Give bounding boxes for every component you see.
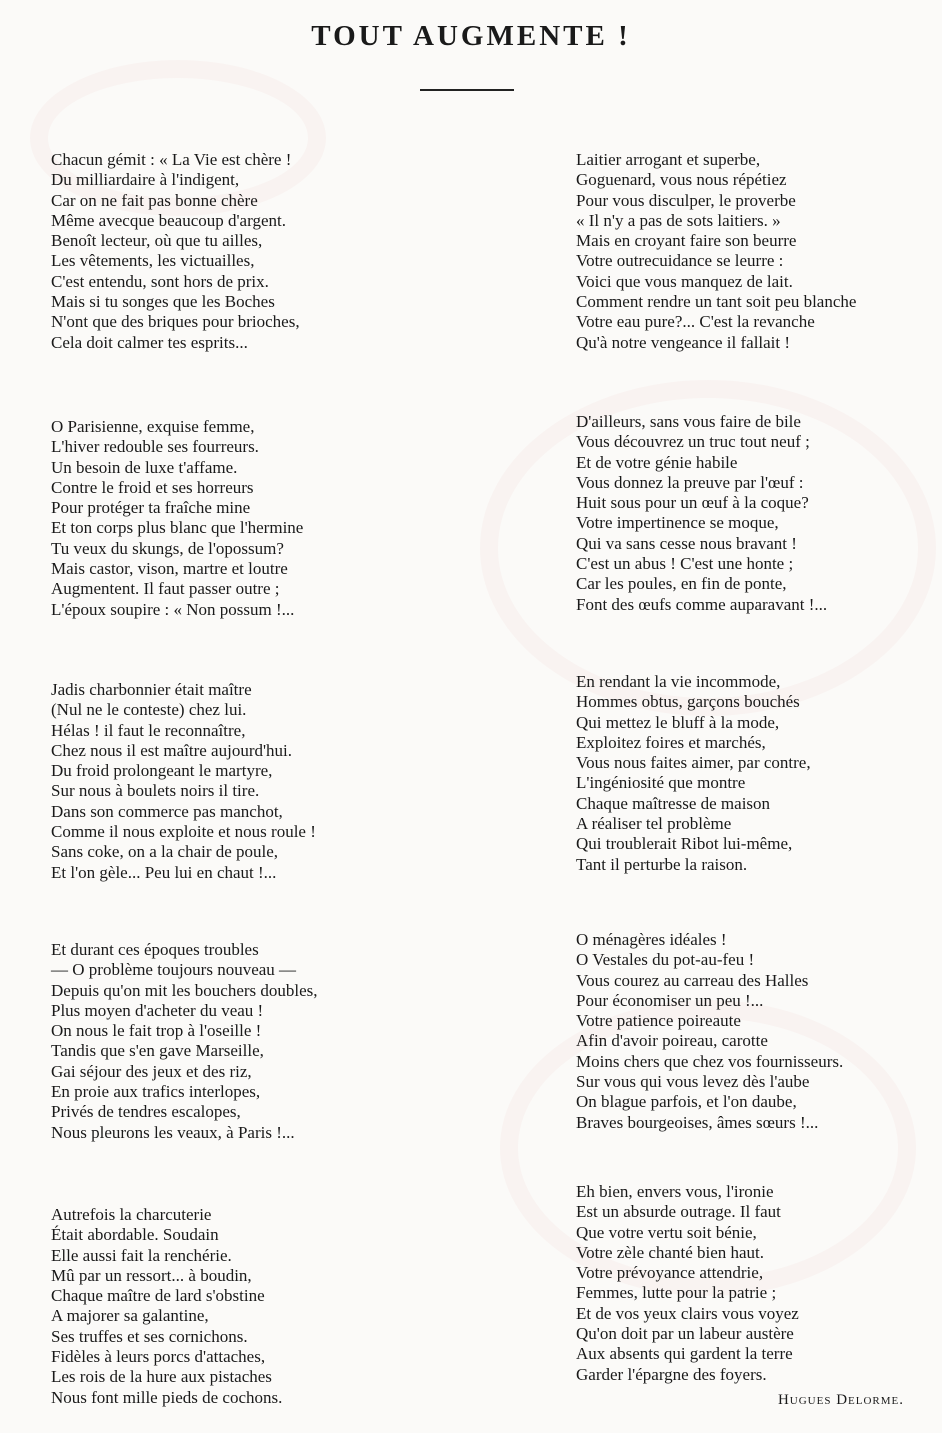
verse-line: Car on ne fait pas bonne chère [51, 190, 258, 210]
verse-line: Plus moyen d'acheter du veau ! [51, 1000, 264, 1020]
verse-line: Cela doit calmer tes esprits... [51, 332, 248, 352]
verse-line: Même avecque beaucoup d'argent. [51, 210, 286, 230]
verse-line: Garder l'épargne des foyers. [576, 1364, 767, 1384]
verse-line: Et de votre génie habile [576, 452, 738, 472]
verse-line: Ses truffes et ses cornichons. [51, 1326, 248, 1346]
verse-line: Pour protéger ta fraîche mine [51, 498, 251, 518]
verse-line: Hélas ! il faut le reconnaître, [51, 720, 246, 740]
verse-line: Et durant ces époques troubles [51, 940, 259, 959]
verse-line: Du milliardaire à l'indigent, [51, 170, 240, 190]
verse-line: Vous donnez la preuve par l'œuf : [576, 472, 804, 492]
verse-line: Nous font mille pieds de cochons. [51, 1387, 283, 1407]
verse-line: C'est entendu, sont hors de prix. [51, 271, 269, 291]
verse-line: D'ailleurs, sans vous faire de bile [576, 412, 801, 431]
verse-line: O Parisienne, exquise femme, [51, 417, 255, 436]
left-stanza-3 [51, 680, 316, 883]
verse-line: Exploitez foires et marchés, [576, 732, 766, 752]
verse-line: Votre zèle chanté bien haut. [576, 1242, 765, 1262]
right-stanza-1 [576, 150, 856, 353]
verse-line: On blague parfois, et l'on daube, [576, 1092, 797, 1112]
verse-line: Tant il perturbe la raison. [576, 854, 748, 874]
verse-line: — O problème toujours nouveau — [51, 960, 297, 980]
verse-line: Sur nous à boulets noirs il tire. [51, 781, 260, 801]
verse-line: L'hiver redouble ses fourreurs. [51, 437, 259, 457]
verse-line: Elle aussi fait la renchérie. [51, 1245, 232, 1265]
verse-line: Voici que vous manquez de lait. [576, 271, 793, 291]
verse-line: Aux absents qui gardent la terre [576, 1344, 793, 1364]
verse-line: Moins chers que chez vos fournisseurs. [576, 1051, 844, 1071]
verse-line: Chacun gémit : « La Vie est chère ! [51, 150, 292, 169]
verse-line: Votre patience poireaute [576, 1011, 741, 1031]
verse-line: Qu'à notre vengeance il fallait ! [576, 332, 791, 352]
verse-line: Sans coke, on a la chair de poule, [51, 842, 279, 862]
verse-line: Eh bien, envers vous, l'ironie [576, 1182, 774, 1201]
verse-line: Fidèles à leurs porcs d'attaches, [51, 1347, 266, 1367]
verse-line: En proie aux trafics interlopes, [51, 1082, 261, 1102]
verse-line: Mais en croyant faire son beurre [576, 231, 797, 251]
verse-line: Augmentent. Il faut passer outre ; [51, 579, 280, 599]
verse-line: Sur vous qui vous levez dès l'aube [576, 1072, 810, 1092]
right-stanza-4 [576, 930, 843, 1133]
verse-line: Chaque maîtresse de maison [576, 793, 771, 813]
author-signature: Hugues Delorme. [777, 1392, 904, 1408]
verse-line: Chaque maître de lard s'obstine [51, 1286, 265, 1306]
verse-line: Les rois de la hure aux pistaches [51, 1367, 272, 1387]
verse-line: O Vestales du pot-au-feu ! [576, 950, 755, 970]
verse-line: N'ont que des briques pour brioches, [51, 312, 300, 332]
verse-line: C'est un abus ! C'est une honte ; [576, 554, 794, 574]
verse-line: L'époux soupire : « Non possum !... [51, 599, 295, 619]
verse-line: « Il n'y a pas de sots laitiers. » [576, 210, 781, 230]
verse-line: Et ton corps plus blanc que l'hermine [51, 518, 304, 538]
verse-line: Que votre vertu soit bénie, [576, 1222, 757, 1242]
page-title: TOUT AUGMENTE ! [311, 20, 631, 52]
verse-line: Femmes, lutte pour la patrie ; [576, 1283, 777, 1303]
verse-line: Huit sous pour un œuf à la coque? [576, 493, 809, 513]
verse-line: Nous pleurons les veaux, à Paris !... [51, 1122, 295, 1142]
verse-line: Chez nous il est maître aujourd'hui. [51, 740, 293, 760]
verse-line: L'ingéniosité que montre [576, 773, 746, 793]
verse-line: En rendant la vie incommode, [576, 672, 781, 691]
verse-line: O ménagères idéales ! [576, 930, 727, 949]
verse-line: Un besoin de luxe t'affame. [51, 457, 238, 477]
verse-line: Tandis que s'en gave Marseille, [51, 1041, 264, 1061]
left-stanza-4 [51, 940, 318, 1143]
right-stanza-2 [576, 412, 827, 615]
verse-line: Qu'on doit par un labeur austère [576, 1324, 794, 1344]
verse-line: Mû par un ressort... à boudin, [51, 1265, 252, 1285]
verse-line: (Nul ne le conteste) chez lui. [51, 700, 247, 720]
verse-line: Et l'on gèle... Peu lui en chaut !... [51, 862, 277, 882]
verse-line: Votre eau pure?... C'est la revanche [576, 312, 815, 332]
verse-line: Pour vous disculper, le proverbe [576, 190, 796, 210]
verse-line: Hommes obtus, garçons bouchés [576, 692, 800, 712]
verse-line: Votre impertinence se moque, [576, 513, 779, 533]
verse-line: Font des œufs comme auparavant !... [576, 594, 828, 614]
verse-line: A majorer sa galantine, [51, 1306, 209, 1326]
verse-line: Comme il nous exploite et nous roule ! [51, 822, 316, 842]
verse-line: Laitier arrogant et superbe, [576, 150, 761, 169]
right-stanza-3 [576, 672, 811, 875]
verse-line: Gai séjour des jeux et des riz, [51, 1061, 252, 1081]
verse-line: Et de vos yeux clairs vous voyez [576, 1303, 799, 1323]
title-divider [420, 89, 514, 91]
verse-line: Depuis qu'on mit les bouchers doubles, [51, 980, 318, 1000]
verse-line: Benoît lecteur, où que tu ailles, [51, 231, 263, 251]
verse-line: A réaliser tel problème [576, 814, 732, 834]
verse-line: Privés de tendres escalopes, [51, 1102, 241, 1122]
left-stanza-1 [51, 150, 300, 353]
verse-line: Qui mettez le bluff à la mode, [576, 712, 780, 732]
verse-line: Vous découvrez un truc tout neuf ; [576, 432, 810, 452]
verse-line: Contre le froid et ses horreurs [51, 477, 254, 497]
verse-line: Goguenard, vous nous répétiez [576, 170, 787, 190]
verse-line: Tu veux du skungs, de l'opossum? [51, 538, 284, 558]
verse-line: Dans son commerce pas manchot, [51, 801, 283, 821]
verse-line: Car les poules, en fin de ponte, [576, 574, 787, 594]
verse-line: Qui va sans cesse nous bravant ! [576, 533, 797, 553]
verse-line: Qui troublerait Ribot lui-même, [576, 834, 793, 854]
verse-line: Votre prévoyance attendrie, [576, 1263, 764, 1283]
right-stanza-5 [576, 1182, 799, 1385]
verse-line: Était abordable. Soudain [51, 1225, 219, 1245]
verse-line: Du froid prolongeant le martyre, [51, 761, 273, 781]
verse-line: Vous courez au carreau des Halles [576, 970, 809, 990]
verse-line: On nous le fait trop à l'oseille ! [51, 1021, 262, 1041]
verse-line: Jadis charbonnier était maître [51, 680, 252, 699]
verse-line: Afin d'avoir poireau, carotte [576, 1031, 768, 1051]
verse-line: Mais castor, vison, martre et loutre [51, 559, 288, 579]
verse-line: Les vêtements, les victuailles, [51, 251, 255, 271]
verse-line: Vous nous faites aimer, par contre, [576, 753, 811, 773]
left-stanza-2 [51, 417, 303, 620]
verse-line: Braves bourgeoises, âmes sœurs !... [576, 1112, 819, 1132]
verse-line: Est un absurde outrage. Il faut [576, 1202, 781, 1222]
verse-line: Votre outrecuidance se leurre : [576, 251, 784, 271]
verse-line: Pour économiser un peu !... [576, 990, 764, 1010]
verse-line: Mais si tu songes que les Boches [51, 292, 275, 312]
verse-line: Autrefois la charcuterie [51, 1205, 212, 1224]
verse-line: Comment rendre un tant soit peu blanche [576, 292, 857, 312]
left-stanza-5 [51, 1205, 282, 1408]
